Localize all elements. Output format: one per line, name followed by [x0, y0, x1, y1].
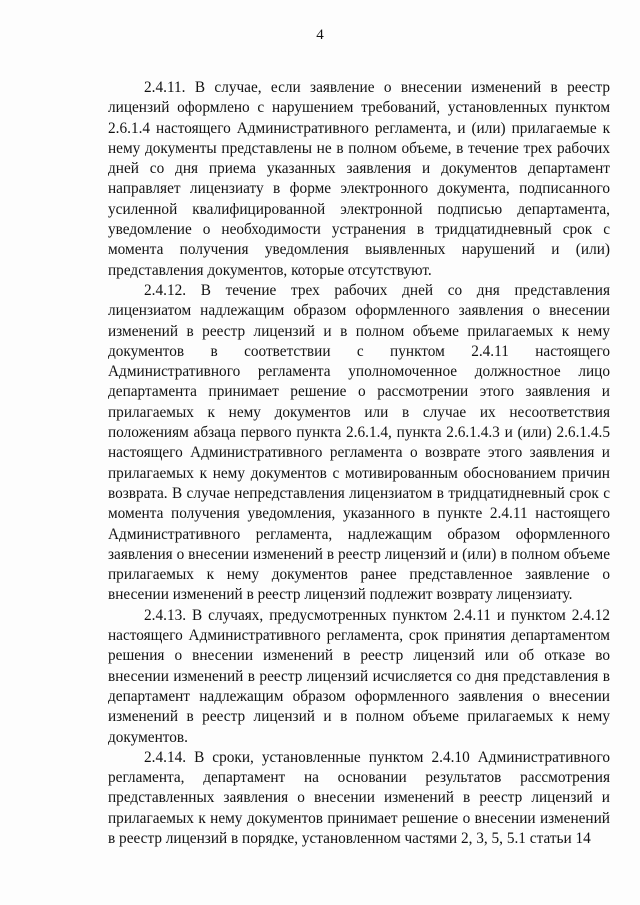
page-number: 4 — [316, 27, 324, 43]
paragraph-2-4-14: 2.4.14. В сроки, установленные пунктом 2.4.10 Административного регламента, департамент на основании результатов рассмотрения представленных заявления о внесении изменений в реестр лицензий и прилагаемых к нему документов принимает решение о внесении изменений в реестр лицензий в порядке, установленном частями 2, 3, 5, 5.1 статьи 14 — [108, 748, 610, 847]
paragraph-2-4-12: 2.4.12. В течение трех рабочих дней со дня представления лицензиатом надлежащим образом оформленного заявления о внесении изменений в реестр лицензий и в полном объеме прилагаемых к нему документов в соответствии с пунктом 2.4.11 настоящего Административного регламента уполномоченное должностное лицо департамента принимает решение о рассмотрении этого заявления и прилагаемых к нему документов или в случае их несоответствия положениям абзаца первого пункта 2.6.1.4, пункта 2.6.1.4.3 и (или) 2.6.1.4.5 настоящего Административного регламента о возврате этого заявления и прилагаемых к нему документов с мотивированным обоснованием причин возврата. В случае непредставления лицензиатом в тридцатидневный срок с момента получения уведомления, указанного в пункте 2.4.11 настоящего Административного регламента, надлежащим образом оформленного заявления о внесении изменений в реестр лицензий и (или) в полном объеме прилагаемых к нему документов ранее представленное заявление о внесении изменений в реестр лицензий подлежит возврату лицензиату. — [108, 281, 610, 604]
document-body — [108, 78, 610, 849]
paragraph-2-4-11: 2.4.11. В случае, если заявление о внесении изменений в реестр лицензий оформлено с нарушением требований, установленных пунктом 2.6.1.4 настоящего Административного регламента, и (или) прилагаемые к нему документы представлены не в полном объеме, в течение трех рабочих дней со дня приема указанных заявления и документов департамент направляет лицензиату в форме электронного документа, подписанного усиленной квалифицированной электронной подписью департамента, уведомление о необходимости устранения в тридцатидневный срок с момента получения уведомления выявленных нарушений и (или) представления документов, которые отсутствуют. — [108, 79, 610, 279]
paragraph-2-4-13: 2.4.13. В случаях, предусмотренных пунктом 2.4.11 и пунктом 2.4.12 настоящего Административного регламента, срок принятия департаментом решения о внесении изменений в реестр лицензий или об отказе во внесении изменений в реестр лицензий исчисляется со дня представления в департамент надлежащим образом оформленного заявления о внесении изменений в реестр лицензий и в полном объеме прилагаемых к нему документов. — [108, 606, 610, 746]
